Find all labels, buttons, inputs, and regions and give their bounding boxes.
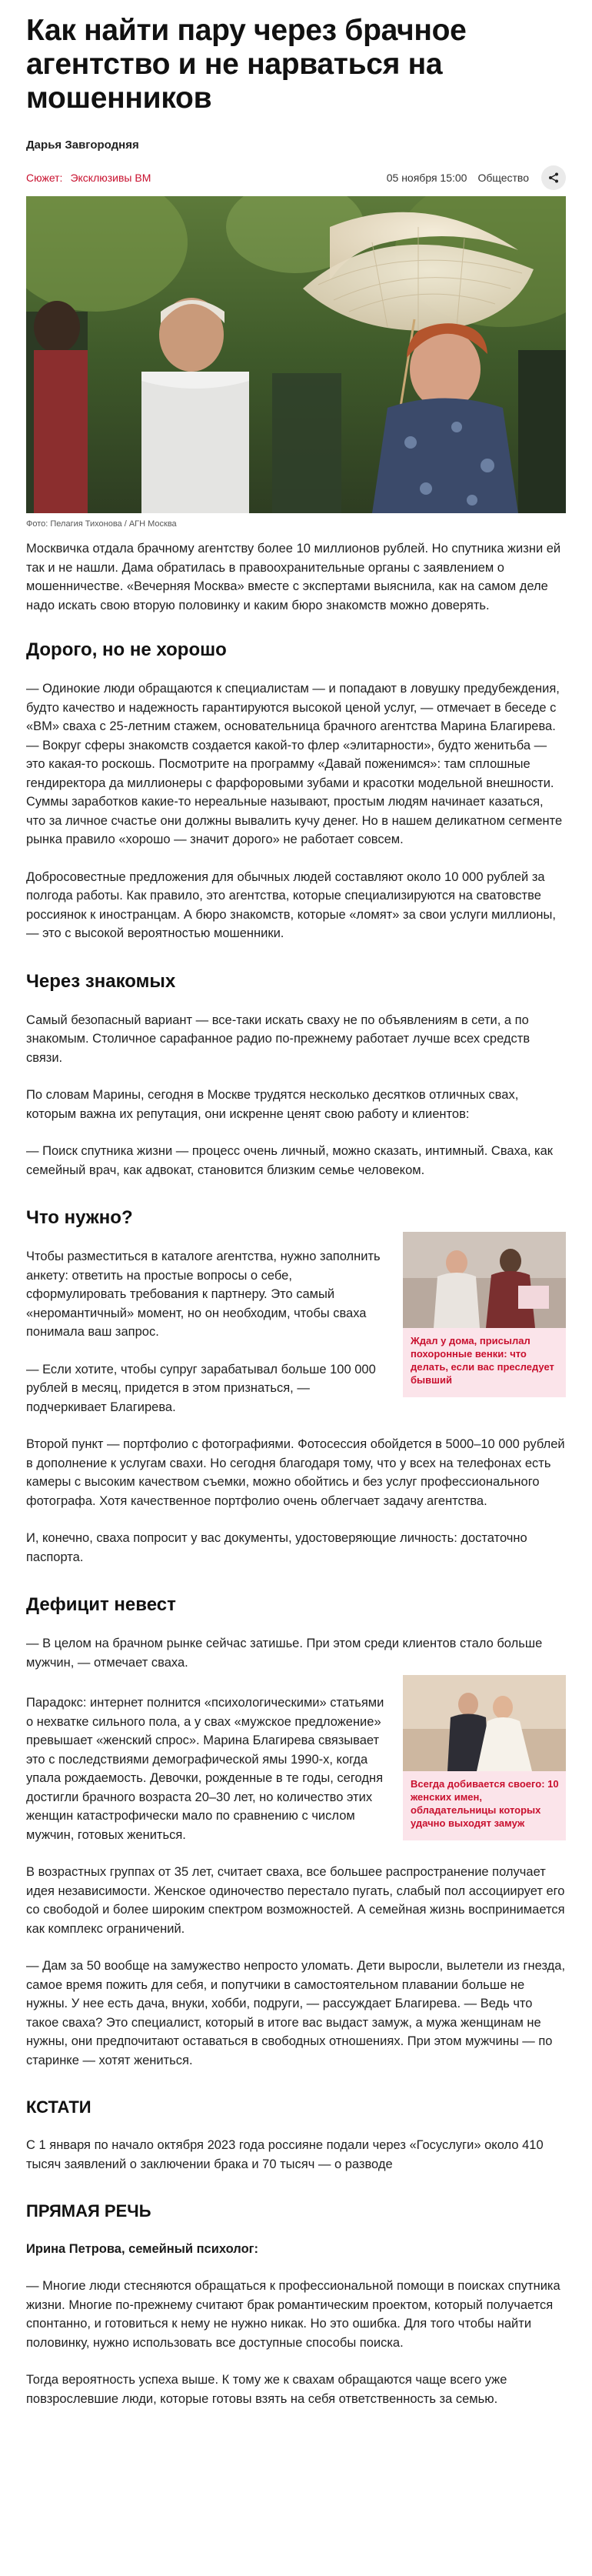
paragraph: Парадокс: интернет полнится «психологическими» статьями о нехватке сильного пола, а у свах «мужское предложение» превышает «женский спрос». Марина Благирева связывает это с последствиями демографической ямы 1990-х, когда упала рождаемость. Девочки, рожденные в те годы, сегодня достигли брачного возраста 20–30 лет, но количество этих женщин катастрофически мало по сравнению с числом мужчин, готовых жениться. — [26, 1696, 384, 1842]
hero-photo — [26, 196, 566, 513]
plot-link[interactable]: Эксклюзивы ВМ — [70, 172, 151, 184]
article-title: Как найти пару через брачное агентство и не нарваться на мошенников — [26, 14, 467, 115]
article-lead: Москвичка отдала брачному агентству более 10 миллионов рублей. Но спутника жизни ей так и не нашли. Дама обратилась в правоохранительные органы с заявлением о мошенничестве. «Вечерняя Москва» вместе с экспертами выяснила, как на самом деле надо искать свою вторую половинку и каким бюро знакомств можно доверять. — [26, 542, 561, 612]
paragraph: — В целом на брачном рынке сейчас затишье. При этом среди клиентов стало больше мужчин, — отмечает сваха. — [26, 1637, 543, 1670]
paragraph: — Поиск спутника жизни — процесс очень личный, можно сказать, интимный. Сваха, как семейный врач, как адвокат, становится близким семье человеком. — [26, 1144, 553, 1177]
related-article-card[interactable] — [403, 1675, 566, 1840]
quote-section-title: ПРЯМАЯ РЕЧЬ — [26, 2201, 151, 2221]
hero-photo-illustration — [26, 196, 566, 513]
section-title: Дефицит невест — [26, 1594, 176, 1615]
paragraph: — Дам за 50 вообще на замужество непросто уломать. Дети выросли, вылетели из гнезда, самое время пожить для себя, и попутчики в самостоятельном плавании больше не нужны. У нее есть дача, внуки, хобби, подруги, — рассуждает Благирева. — Ведь что такое сваха? Это специалист, который в итоге вас выдаст замуж, а мужа женщинам не нужны, они предпочитают оставаться в свободных отношениях. При этом мужчины — по старинке — хотят жениться. — [26, 1959, 566, 2067]
related-article-card[interactable] — [403, 1232, 566, 1397]
paragraph: Добросовестные предложения для обычных людей составляют около 10 000 рублей за полгода работы. Как правило, это агентства, которые специализируются на сватовстве россиянок к иностранцам. А бюро знакомств, которые «ломят» за свои услуги миллионы, — это с высокой вероятностью мошенники. — [26, 869, 556, 940]
aside-title: КСТАТИ — [26, 2097, 91, 2117]
rubric-link[interactable]: Общество — [477, 172, 529, 184]
publish-date: 05 ноября 15:00 — [386, 172, 467, 184]
paragraph: По словам Марины, сегодня в Москве трудятся несколько десятков отличных свах, которым важна их репутация, они искренне ценят свою работу и клиентов: — [26, 1088, 519, 1121]
share-icon — [548, 172, 559, 183]
share-button[interactable] — [541, 165, 566, 190]
paragraph: — Если хотите, чтобы супруг зарабатывал больше 100 000 рублей в месяц, придется в этом признаться, — подчеркивает Благирева. — [26, 1362, 376, 1414]
article-meta — [26, 165, 566, 190]
quote-speaker: Ирина Петрова, семейный психолог: — [26, 2242, 259, 2256]
plot-label: Сюжет: — [26, 172, 63, 184]
section-title: Через знакомых — [26, 970, 176, 992]
paragraph: Самый безопасный вариант — все-таки искать сваху не по объявлениям в сети, а по знакомым. Столичное сарафанное радио по-прежнему работает лучше всех средств связи. — [26, 1013, 530, 1065]
section-title: Дорого, но не хорошо — [26, 639, 227, 660]
related-article-thumbnail — [403, 1232, 566, 1328]
paragraph: И, конечно, сваха попросит у вас документы, удостоверяющие личность: достаточно паспорта. — [26, 1531, 527, 1564]
related-article-caption[interactable]: Ждал у дома, присылал похоронные венки: что делать, если вас преследует бывший — [403, 1328, 566, 1397]
paragraph: Чтобы разместиться в каталоге агентства, нужно заполнить анкету: ответить на простые вопросы о себе, сформулировать требования к партнеру. Это самый «неромантичный» момент, но он необходим, чтобы сваха понимала ваш запрос. — [26, 1250, 381, 1339]
paragraph: — Одинокие люди обращаются к специалистам — и попадают в ловушку предубеждения, будто качество и надежность гарантируются высокой ценой услуг, — отмечает в беседе с «ВМ» сваха с 25-летним стажем, основательница брачного агентства Марина Благирева. — Вокруг сферы знакомств создается какой-то флер «элитарности», будто женитьба — это какая-то роскошь. Посмотрите на программу «Давай поженимся»: там сплошные гендиректора да миллионеры с фарфоровыми зубами и красотки модельной внешности. Суммы заработков какие-то нереальные называют, простым людям начинает казаться, что за личное счастье они должны вывалить кучу денег. Но в нашем деликатном сегменте рынка правило «хорошо — значит дорого» не работает совсем. — [26, 682, 563, 846]
related-article-thumbnail — [403, 1675, 566, 1771]
article-author[interactable]: Дарья Завгородняя — [26, 138, 139, 152]
quote-paragraph: Тогда вероятность успеха выше. К тому же к свахам обращаются чаще всего уже повзрослевшие люди, которые готовы взять на себя ответственность за семью. — [26, 2373, 507, 2406]
section-title: Что нужно? — [26, 1207, 133, 1228]
related-article-caption[interactable]: Всегда добивается своего: 10 женских имен, обладательницы которых удачно выходят замуж — [403, 1771, 566, 1840]
paragraph: Второй пункт — портфолио с фотографиями. Фотосессия обойдется в 5000–10 000 рублей в дополнение к услугам свахи. Но сегодня благодаря тому, что у всех на телефонах есть камеры с высоким качеством съемки, можно обойтись и без услуг профессионального фотографа. Хотя качественное портфолио очень облегчает задачу агентства. — [26, 1437, 565, 1508]
photo-caption: Фото: Пелагия Тихонова / АГН Москва — [26, 519, 177, 529]
quote-paragraph: — Многие люди стесняются обращаться к профессиональной помощи в поисках спутника жизни. Многие по-прежнему считают брак романтическим проектом, который получается спонтанно, и готовиться к нему не нужно никак. Но это ошибка. Для того чтобы найти половинку, нужно использовать все доступные способы поиска. — [26, 2279, 560, 2350]
paragraph: В возрастных группах от 35 лет, считает сваха, все большее распространение получает идея независимости. Женское одиночество перестало пугать, слабый пол ассоциирует его со свободой и более широким спектром возможностей. А семейная жизнь воспринимается как комплекс ограничений. — [26, 1865, 565, 1936]
aside-paragraph: С 1 января по начало октября 2023 года россияне подали через «Госуслуги» около 410 тысяч заявлений о заключении брака и 70 тысяч — о разводе — [26, 2138, 544, 2171]
